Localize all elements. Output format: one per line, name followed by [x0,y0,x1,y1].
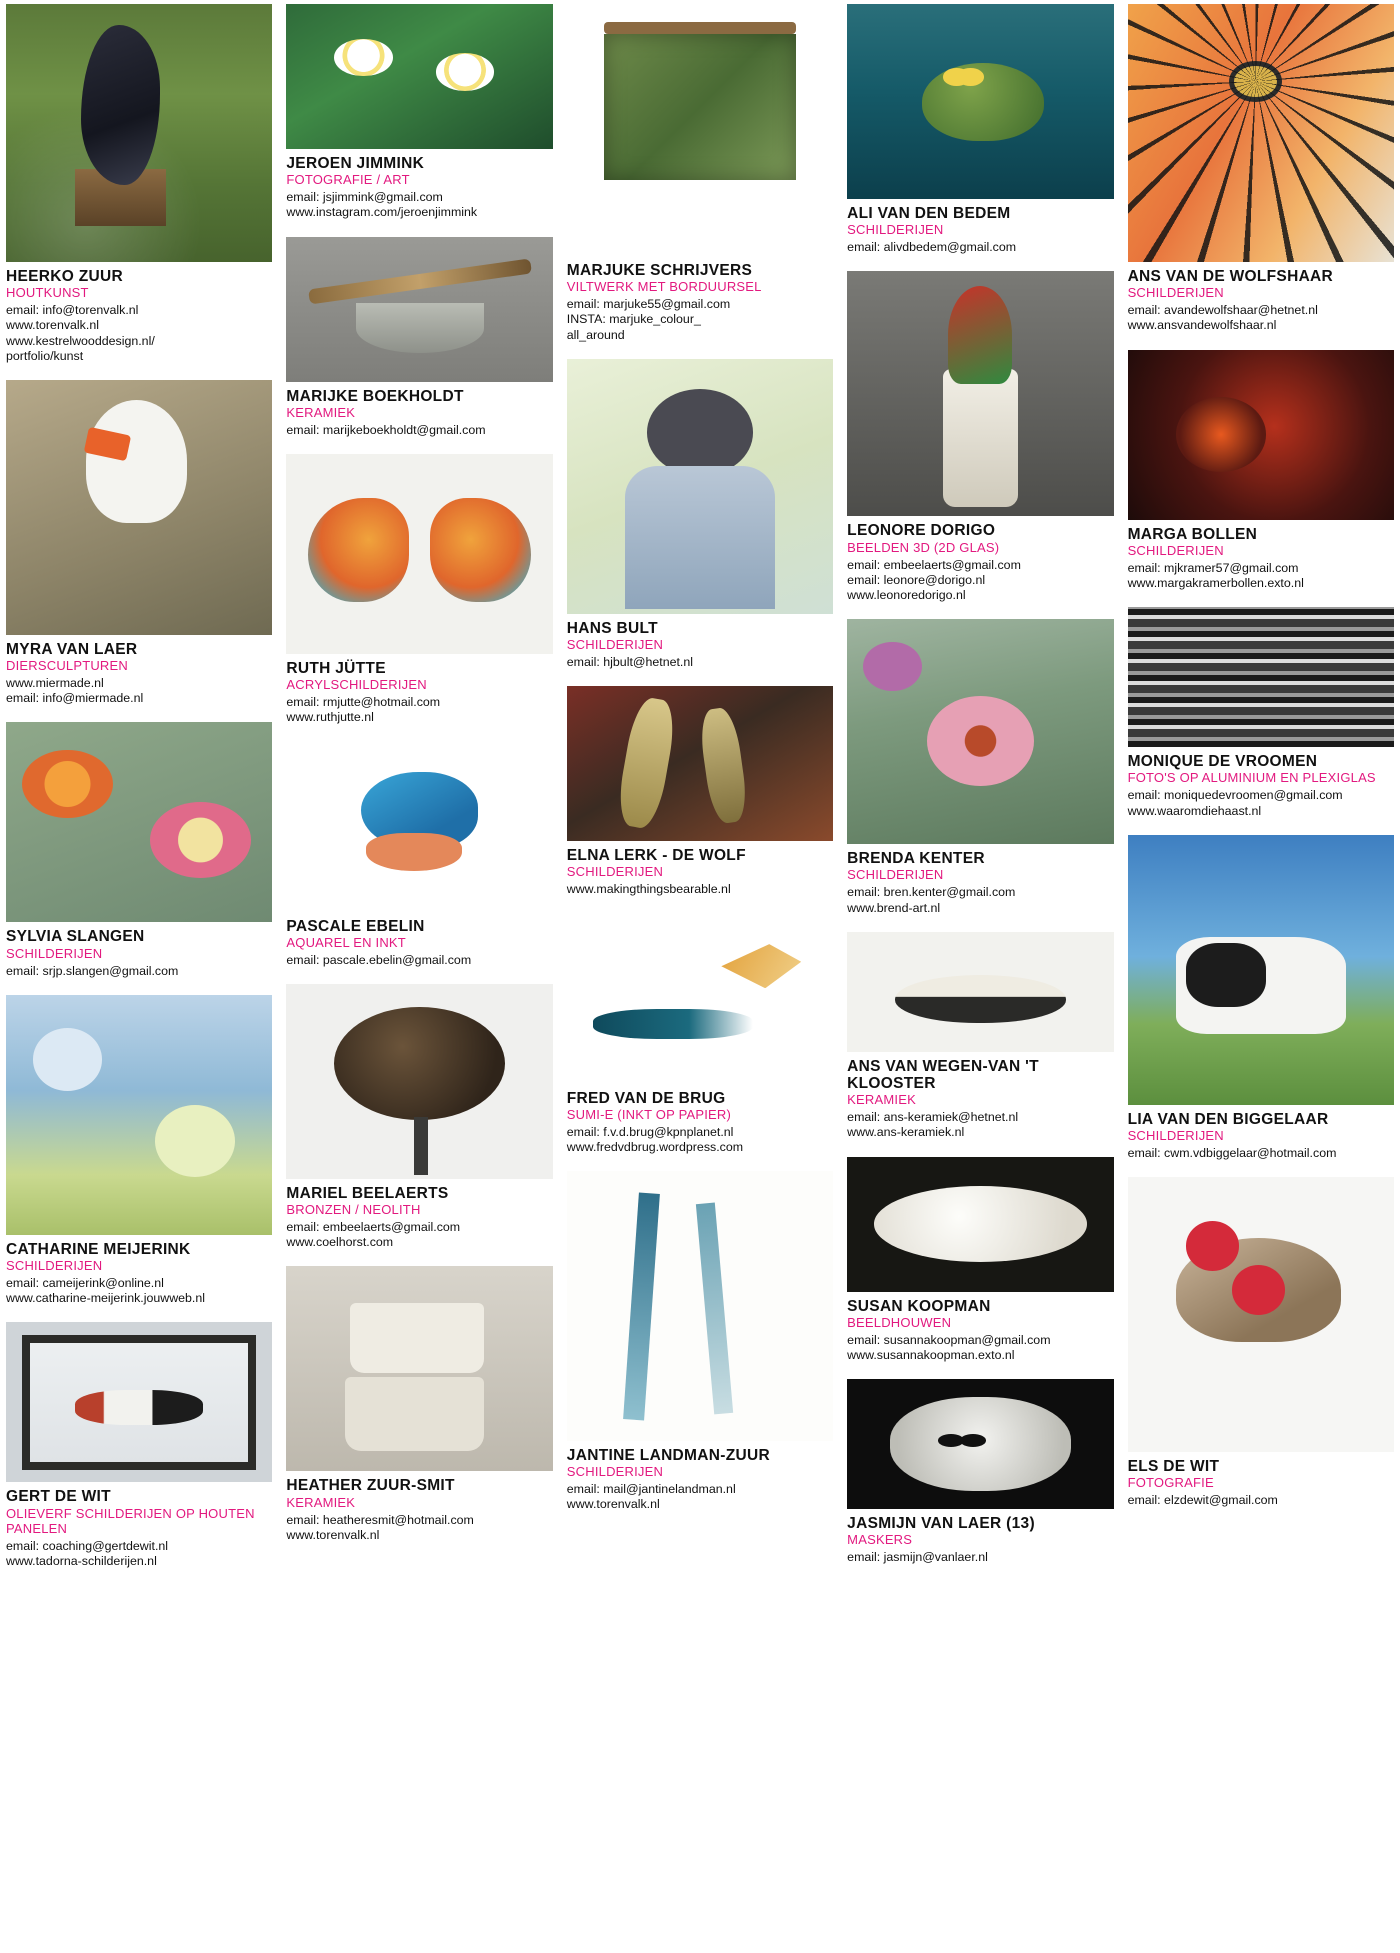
artist-contact [847,558,1113,603]
artist-contact-line[interactable]: email: cameijerink@online.nl [6,1276,164,1291]
artwork-graphic [286,1266,552,1471]
artwork-image [6,995,272,1235]
artwork-image [6,722,272,922]
artist-card [567,1171,833,1513]
artist-name: ELNA LERK - DE WOLF [566,847,746,865]
artwork-image [567,914,833,1084]
artist-discipline: KERAMIEK [847,1092,916,1108]
artist-contact-line[interactable]: email: rmjutte@hotmail.com [286,695,441,710]
artist-name: ANS VAN DE WOLFSHAAR [1127,268,1334,285]
artist-name: FRED VAN DE BRUG [566,1089,726,1107]
artist-name: BRENDA KENTER [847,850,985,868]
artist-contact-line[interactable]: email: leonore@dorigo.nl [847,572,986,587]
artist-contact-line[interactable]: www.instagram.com/jeroenjimmink [286,205,478,220]
artist-contact [847,240,1113,255]
artist-card [847,932,1113,1141]
artist-contact [847,885,1113,915]
artist-card [286,454,552,726]
artist-contact [847,1333,1113,1363]
artwork-image [847,271,1113,516]
artist-name: JANTINE LANDMAN-ZUUR [566,1447,770,1465]
artwork-graphic [1128,4,1394,262]
artist-card [567,914,833,1156]
artist-columns [6,4,1394,1569]
artwork-graphic [567,914,833,1084]
artist-contact-line[interactable]: email: pascale.ebelin@gmail.com [286,952,472,967]
artist-contact-line[interactable]: email: info@torenvalk.nl [6,303,139,318]
artist-name: ALI VAN DEN BEDEM [847,205,1011,222]
artist-contact [567,297,833,342]
artist-card [6,4,272,364]
artwork-graphic [6,995,272,1235]
artist-contact-line[interactable]: email: srjp.slangen@gmail.com [6,963,179,978]
artist-card [847,1379,1113,1565]
artist-contact-line[interactable]: email: marjuke55@gmail.com [566,297,731,312]
artist-card [286,4,552,221]
artist-contact-line[interactable]: email: heatheresmit@hotmail.com [286,1512,474,1527]
artist-card [847,1157,1113,1364]
artist-card [1128,607,1394,819]
artist-name: SYLVIA SLANGEN [6,928,145,946]
artist-name: HEATHER ZUUR-SMIT [286,1477,455,1495]
artwork-image [567,686,833,841]
artist-discipline: SCHILDERIJEN [6,1258,103,1274]
artist-contact [1128,788,1394,818]
artwork-graphic [6,380,272,635]
artist-contact [286,953,552,968]
artist-name: RUTH JÜTTE [286,659,386,677]
artist-name: SUSAN KOOPMAN [847,1297,991,1315]
artist-contact-line[interactable]: email: elzdewit@gmail.com [1127,1493,1278,1508]
artist-contact-line[interactable]: email: avandewolfshaar@hetnet.nl [1127,303,1318,318]
artwork-graphic [847,932,1113,1052]
artist-card [286,237,552,438]
artist-contact-line[interactable]: email: info@miermade.nl [6,691,144,706]
artwork-graphic [847,619,1113,844]
artwork-image [1128,607,1394,747]
artist-contact-line[interactable]: INSTA: marjuke_colour_ [566,312,701,327]
artwork-graphic [6,4,272,262]
artwork-image [286,1266,552,1471]
artist-contact-line[interactable]: www.catharine-meijerink.jouwweb.nl [6,1291,206,1306]
artist-contact [1128,561,1394,591]
artwork-image [847,932,1113,1052]
artist-name: CATHARINE MEIJERINK [6,1240,191,1258]
artist-card [1128,350,1394,592]
artist-discipline: BEELDHOUWEN [847,1314,952,1330]
artist-contact-line[interactable]: www.kestrelwooddesign.nl/ [6,333,155,348]
artist-discipline: KERAMIEK [286,404,356,420]
artwork-graphic [286,4,552,149]
artist-card [567,359,833,670]
artist-discipline: SCHILDERIJEN [1127,542,1224,558]
artist-discipline: FOTOGRAFIE / ART [286,172,410,188]
artist-name: MARIJKE BOEKHOLDT [286,387,464,405]
artist-card [847,4,1113,255]
artist-card [567,4,833,343]
artist-name: MARIEL BEELAERTS [286,1184,449,1202]
artist-contact-line[interactable]: www.margakramerbollen.exto.nl [1127,575,1304,590]
artist-contact [286,423,552,438]
artist-card [1128,835,1394,1161]
artist-contact-line[interactable]: www.miermade.nl [6,676,104,691]
artwork-image [567,1171,833,1441]
artwork-graphic [6,722,272,922]
artwork-graphic [1128,607,1394,747]
artist-contact-line[interactable]: www.ansvandewolfshaar.nl [1127,318,1277,333]
artwork-graphic [1128,350,1394,520]
artwork-image [1128,350,1394,520]
artwork-image [286,237,552,382]
artist-card [6,722,272,978]
artist-contact-line[interactable]: www.susannakoopman.exto.nl [847,1347,1015,1362]
artist-contact [6,676,272,706]
artist-contact [1128,1146,1394,1161]
artwork-image [567,359,833,614]
artist-contact [847,1550,1113,1565]
artwork-image [1128,4,1394,262]
artist-contact [6,964,272,979]
artist-card [567,686,833,897]
artist-contact [567,882,833,897]
artist-contact-line[interactable]: email: mjkramer57@gmail.com [1127,560,1299,575]
artist-name: ANS VAN WEGEN-VAN 'T KLOOSTER [847,1057,1039,1092]
artist-name: HANS BULT [566,619,658,637]
artwork-graphic [567,686,833,841]
artist-contact-line[interactable]: email: mail@jantinelandman.nl [566,1482,736,1497]
artist-discipline: ACRYLSCHILDERIJEN [286,677,427,693]
artist-discipline: SCHILDERIJEN [566,637,664,653]
artwork-graphic [567,1171,833,1441]
artwork-image [1128,1177,1394,1452]
artist-contact-line[interactable]: www.brend-art.nl [847,900,941,915]
artist-card [286,1266,552,1543]
artist-discipline: SCHILDERIJEN [566,864,664,880]
artist-discipline: SCHILDERIJEN [847,222,944,238]
artist-contact-line[interactable]: email: embeelaerts@gmail.com [847,557,1021,572]
artist-discipline: VILTWERK MET BORDUURSEL [566,279,762,295]
artist-contact-line[interactable]: email: f.v.d.brug@kpnplanet.nl [566,1124,734,1139]
artwork-graphic [286,454,552,654]
artwork-graphic [847,271,1113,516]
artist-contact [1128,303,1394,333]
artist-contact-line[interactable]: email: cwm.vdbiggelaar@hotmail.com [1127,1145,1337,1160]
artwork-graphic [567,359,833,614]
artwork-image [1128,835,1394,1105]
artist-card [847,619,1113,916]
artist-discipline: FOTO'S OP ALUMINIUM EN PLEXIGLAS [1127,770,1376,786]
artist-contact [567,1125,833,1155]
artist-contact-line[interactable]: email: jsjimmink@gmail.com [286,190,443,205]
artist-name: LEONORE DORIGO [847,522,996,540]
artist-contact-line[interactable]: www.makingthingsbearable.nl [566,882,731,897]
artwork-image [847,4,1113,199]
artist-name: HEERKO ZUUR [6,268,123,285]
artist-contact-line[interactable]: www.ans-keramiek.nl [847,1125,965,1140]
artwork-image [286,984,552,1179]
artist-contact [847,1110,1113,1140]
artwork-graphic [286,237,552,382]
artist-contact-line[interactable]: email: hjbult@hetnet.nl [566,654,694,669]
artist-contact [286,695,552,725]
artist-name: JASMIJN VAN LAER (13) [847,1515,1035,1533]
artwork-graphic [286,742,552,912]
artist-contact-line[interactable]: www.ruthjutte.nl [286,710,374,725]
artist-contact-line[interactable]: www.leonoredorigo.nl [847,587,966,602]
artist-contact-line[interactable]: email: ans-keramiek@hetnet.nl [847,1110,1019,1125]
artist-discipline: DIERSCULPTUREN [6,658,128,674]
artist-name: MYRA VAN LAER [6,640,138,658]
artwork-graphic [1128,835,1394,1105]
artist-discipline: BRONZEN / NEOLITH [286,1202,421,1218]
artwork-image [286,454,552,654]
artist-contact-line[interactable]: www.torenvalk.nl [286,1527,380,1542]
artist-discipline: OLIEVERF SCHILDERIJEN OP HOUTEN PANELEN [6,1505,255,1536]
artist-contact-line[interactable]: www.waaromdiehaast.nl [1127,803,1262,818]
artwork-image [286,742,552,912]
artwork-image [286,4,552,149]
artist-contact-line[interactable]: email: moniquedevroomen@gmail.com [1127,788,1343,803]
artist-name: PASCALE EBELIN [286,917,425,935]
artist-discipline: SCHILDERIJEN [847,867,944,883]
artwork-graphic [6,1322,272,1482]
artist-card [1128,4,1394,334]
artwork-image [847,1157,1113,1292]
artist-name: MARJUKE SCHRIJVERS [566,262,753,279]
artist-contact-line[interactable]: www.torenvalk.nl [566,1497,660,1512]
artist-contact-line[interactable]: email: jasmijn@vanlaer.nl [847,1550,988,1565]
artist-contact-line[interactable]: email: bren.kenter@gmail.com [847,885,1016,900]
artist-discipline: FOTOGRAFIE [1127,1475,1214,1491]
artist-contact-line[interactable]: all_around [566,327,625,342]
artist-discipline: KERAMIEK [286,1494,356,1510]
artwork-image [847,1379,1113,1509]
artist-contact-line[interactable]: email: marijkeboekholdt@gmail.com [286,422,486,437]
artwork-graphic [847,4,1113,199]
artist-name: JEROEN JIMMINK [286,155,425,172]
artist-card [286,984,552,1251]
artwork-graphic [286,984,552,1179]
artist-discipline: AQUAREL EN INKT [286,934,406,950]
artist-discipline: SUMI-E (INKT OP PAPIER) [566,1106,732,1122]
artist-contact-line[interactable]: email: alivdbedem@gmail.com [847,240,1017,255]
artist-contact-line[interactable]: www.coelhorst.com [286,1235,394,1250]
artist-name: ELS DE WIT [1127,1458,1220,1476]
artist-card [286,742,552,968]
artist-card [6,380,272,707]
artist-contact [286,190,552,220]
artist-discipline: HOUTKUNST [6,285,89,301]
artist-card [6,995,272,1307]
artist-contact-line[interactable]: email: embeelaerts@gmail.com [286,1220,461,1235]
artwork-graphic [1128,1177,1394,1452]
artist-contact-line[interactable]: portfolio/kunst [6,348,84,363]
artist-contact-line[interactable]: email: susannakoopman@gmail.com [847,1332,1051,1347]
artist-contact [6,303,272,364]
artist-contact [1128,1493,1394,1508]
artist-name: MARGA BOLLEN [1127,525,1258,543]
artist-contact [567,1482,833,1512]
artist-name: LIA VAN DEN BIGGELAAR [1127,1110,1329,1128]
artist-contact [286,1220,552,1250]
artist-contact [567,655,833,670]
artist-discipline: SCHILDERIJEN [566,1464,664,1480]
artist-discipline: MASKERS [847,1532,913,1548]
artist-card [847,271,1113,603]
artwork-image [847,619,1113,844]
artwork-graphic [847,1157,1113,1292]
artist-discipline: SCHILDERIJEN [1127,285,1224,301]
artwork-graphic [567,4,833,256]
artist-name: GERT DE WIT [6,1488,111,1506]
artwork-image [567,4,833,256]
artist-contact-line[interactable]: www.tadorna-schilderijen.nl [6,1553,157,1568]
artist-contact [6,1276,272,1306]
artwork-image [6,380,272,635]
artist-contact-line[interactable]: www.torenvalk.nl [6,318,99,333]
artist-card [1128,1177,1394,1508]
artwork-image [6,4,272,262]
artist-discipline: SCHILDERIJEN [1127,1128,1224,1143]
artist-name: MONIQUE DE VROOMEN [1127,753,1318,771]
artwork-image [6,1322,272,1482]
artist-discipline: SCHILDERIJEN [6,945,103,961]
artist-contact [286,1513,552,1543]
artist-contact-line[interactable]: www.fredvdbrug.wordpress.com [566,1139,744,1154]
artist-discipline: BEELDEN 3D (2D GLAS) [847,539,1000,555]
artist-contact [6,1539,272,1569]
artist-contact-line[interactable]: email: coaching@gertdewit.nl [6,1538,169,1553]
artwork-graphic [847,1379,1113,1509]
artist-card [6,1322,272,1568]
